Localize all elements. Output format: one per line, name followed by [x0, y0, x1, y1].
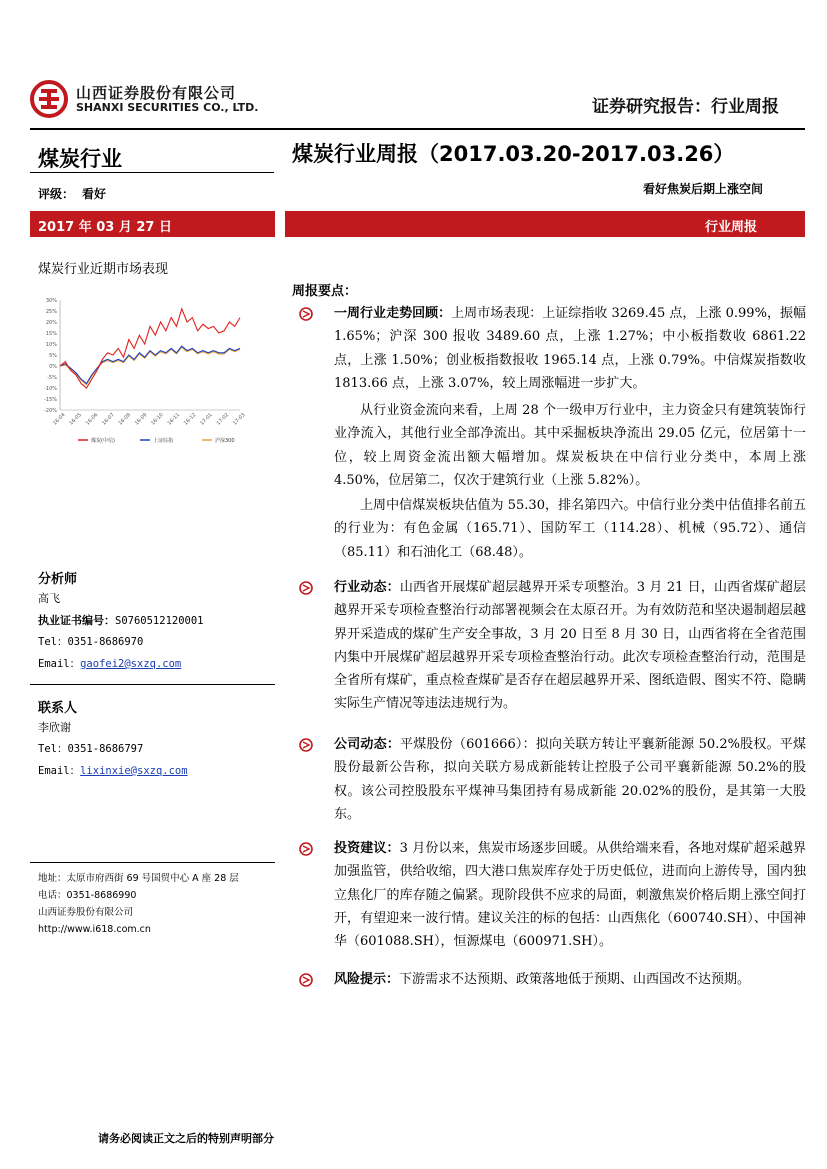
bullet-icon	[298, 737, 314, 753]
x-tick-label: 17-02	[215, 412, 231, 427]
rating-label: 评级：	[38, 187, 75, 201]
cert-label: 执业证书编号：	[38, 614, 115, 627]
x-tick-label: 16-05	[68, 412, 83, 427]
y-tick-label: 30%	[45, 298, 57, 304]
x-tick-label: 16-09	[133, 412, 149, 427]
section-risk-warning	[334, 968, 806, 991]
type-bar	[285, 211, 805, 237]
header-divider	[30, 128, 805, 130]
analyst-tel: Tel：0351-8686970	[38, 636, 144, 648]
contact-tel: Tel：0351-8686797	[38, 743, 144, 755]
report-subtitle: 看好焦炭后期上涨空间	[642, 182, 763, 196]
chart-title: 煤炭行业近期市场表现	[38, 262, 169, 277]
report-type: 证券研究报告：行业周报	[592, 97, 779, 117]
date-bar	[30, 211, 275, 237]
email-label: Email：	[38, 658, 81, 670]
section-capital-flow: 从行业资金流向来看，上周 28 个一级申万行业中，主力资金只有建筑装饰行业净流入，其他行业全部净流出。其中采掘板块净流出 29.05 亿元，位居第十一位，较上周资金流出额大幅增加。煤炭板块在中信行业分类中，本周上涨 4.50%，位居第二，仅次于建筑行业（上涨 5.82%）。	[334, 403, 806, 488]
section-text: 山西省开展煤矿超层越界开采专项整治。3 月 21 日，山西省煤矿超层越界开采专项检查整治行动部署视频会在太原召开。为有效防范和坚决遏制超层越界开采造成的煤矿生产安全事故，3 月 20 日至 8 月 30 日，山西省将在全省范围内集中开展煤矿超层越界开采专项检查整治行动。此次专项检查整治行动，范围是全省所有煤矿，重点检查煤矿是否存在超层越界开采、图纸造假、图实不符、隐瞒实际生产情况等违法违规行为。	[334, 580, 806, 712]
x-tick-label: 16-04	[52, 412, 67, 427]
section-text: 下游需求不达预期、政策落地低于预期、山西国改不达预期。	[399, 972, 751, 987]
section-label: 行业动态：	[334, 580, 400, 595]
key-points-title: 周报要点：	[292, 284, 358, 299]
series-line	[60, 347, 240, 384]
section-label: 一周行业走势回顾：	[334, 306, 452, 321]
footer-divider	[30, 862, 275, 863]
bullet-icon	[298, 306, 314, 322]
analyst-name: 高飞	[38, 592, 60, 605]
industry-divider	[30, 172, 274, 173]
y-tick-label: -5%	[47, 375, 57, 381]
rating-value: 看好	[82, 187, 107, 201]
legend-label: 煤炭(中信)	[91, 438, 115, 444]
y-tick-label: -10%	[44, 386, 57, 392]
cert-number: S0760512120001	[115, 615, 204, 627]
email-label: Email：	[38, 765, 81, 777]
legend-label: 上证综指	[153, 438, 174, 444]
x-tick-label: 16-07	[101, 412, 116, 427]
section-label: 公司动态：	[334, 737, 401, 752]
bullet-icon	[298, 972, 314, 988]
section-label: 风险提示：	[334, 972, 400, 987]
contact-heading: 联系人	[38, 701, 78, 716]
section-weekly-review	[334, 302, 806, 395]
bullet-icon	[298, 841, 314, 857]
bullet-icon	[298, 580, 314, 596]
y-tick-label: 5%	[49, 353, 57, 359]
company-logo	[30, 80, 270, 120]
analyst-cert	[38, 612, 204, 628]
y-tick-label: -15%	[44, 397, 57, 403]
x-tick-label: 16-06	[84, 412, 100, 427]
analyst-email-link[interactable]: gaofei2@sxzq.com	[80, 658, 182, 670]
section-investment-advice	[334, 837, 806, 953]
footer-company: 山西证券股份有限公司	[38, 907, 134, 918]
section-company-news	[334, 733, 806, 826]
x-tick-label: 16-11	[166, 412, 182, 427]
analyst-heading: 分析师	[38, 572, 78, 587]
x-tick-label: 16-12	[182, 412, 198, 427]
rating	[38, 185, 106, 202]
x-tick-label: 17-03	[232, 412, 247, 427]
market-performance-chart	[30, 292, 275, 452]
section-text: 上周市场表现：上证综指收 3269.45 点，上涨 0.99%，振幅 1.65%；沪深 300 报收 3489.60 点，上涨 1.27%；中小板指数收 6861.22 点，上涨 1.50%；创业板指数报收 1965.14 点，上涨 0.79%。中信煤炭指数收 1813.66 点，上涨 3.07%，较上周涨幅进一步扩大。	[334, 306, 806, 391]
y-tick-label: -20%	[44, 408, 57, 414]
section-text: 平煤股份（601666）：拟向关联方转让平襄新能源 50.2%股权。平煤股份最新公告称，拟向关联方易成新能转让控股子公司平襄新能源 50.2%的股权。该公司控股股东平煤神马集团持有易成新能 20.02%的股份，是其第一大股东。	[334, 737, 806, 822]
industry-name: 煤炭行业	[38, 147, 122, 171]
section-industry-news	[334, 576, 806, 716]
report-title: 煤炭行业周报（2017.03.20-2017.03.26）	[292, 142, 735, 166]
contact-name: 李欣谢	[38, 721, 71, 734]
footer-url[interactable]: http://www.i618.com.cn	[38, 924, 151, 935]
bar-type-label: 行业周报	[704, 220, 757, 235]
section-valuation: 上周中信煤炭板块估值为 55.30，排名第四六。中信行业分类中估值排名前五的行业为：有色金属（165.71）、国防军工（114.28）、机械（95.72）、通信（85.11）和石油化工（68.48）。	[334, 498, 806, 560]
footer-phone: 电话：0351-8686990	[38, 890, 137, 901]
x-tick-label: 16-08	[117, 412, 133, 427]
y-tick-label: 20%	[45, 320, 57, 326]
analyst-email	[38, 656, 181, 671]
report-date: 2017 年 03 月 27 日	[38, 220, 172, 235]
section-text: 3 月份以来，焦炭市场逐步回暖。从供给端来看，各地对煤矿超采越界加强监管，供给收缩，四大港口焦炭库存处于历史低位，进而向上游传导，国内独立焦化厂的库存随之偏紧。现阶段供不应求的局面，刺激焦炭价格后期上涨空间打开，有望迎来一波行情。建议关注的标的包括：山西焦化（600740.SH）、中国神华（601088.SH），恒源煤电（600971.SH）。	[334, 841, 806, 950]
series-line	[60, 309, 240, 388]
legend-label: 沪深300	[215, 438, 235, 444]
disclaimer: 请务必阅读正文之后的特别声明部分	[98, 1132, 274, 1145]
y-tick-label: 15%	[45, 331, 57, 337]
footer-address: 地址：太原市府西街 69 号国贸中心 A 座 28 层	[38, 873, 239, 884]
analyst-divider	[30, 684, 275, 685]
y-tick-label: 10%	[45, 342, 57, 348]
y-tick-label: 25%	[45, 309, 57, 315]
contact-email-link[interactable]: lixinxie@sxzq.com	[80, 765, 188, 777]
company-name-en: SHANXI SECURITIES CO., LTD.	[76, 101, 259, 114]
contact-email	[38, 763, 188, 778]
logo-icon	[30, 80, 68, 118]
company-name-cn: 山西证券股份有限公司	[76, 84, 237, 102]
x-tick-label: 16-10	[150, 412, 165, 427]
x-tick-label: 17-01	[199, 412, 214, 427]
section-label: 投资建议：	[334, 841, 400, 856]
y-tick-label: 0%	[49, 364, 57, 370]
